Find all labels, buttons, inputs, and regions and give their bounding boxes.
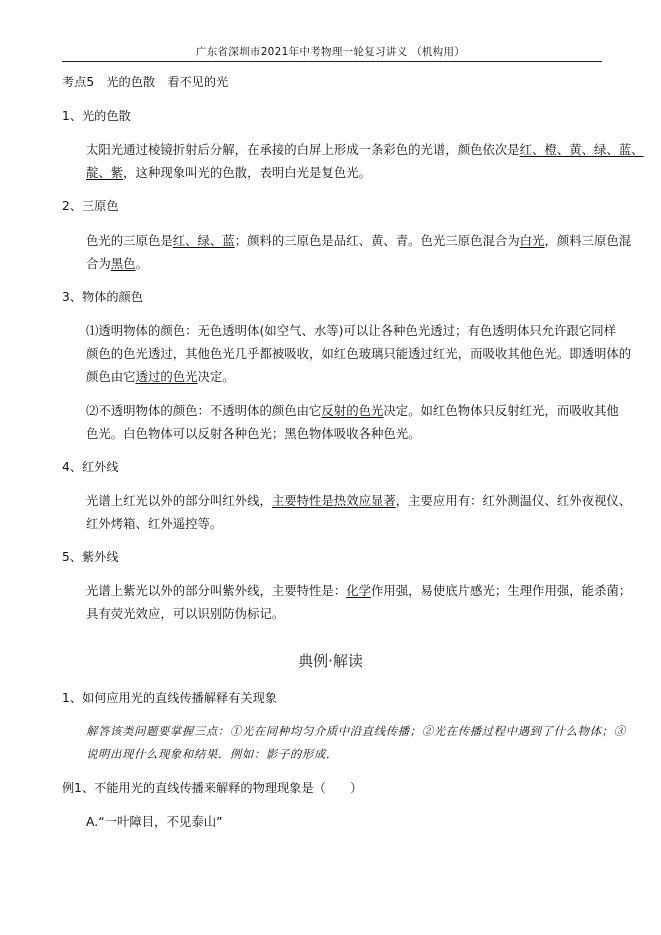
paragraph-line — [86, 233, 631, 249]
answer-underlined: 主要特性是热效应显著 — [271, 493, 396, 508]
topic-title: 考点5 光的色散 看不见的光 — [62, 75, 229, 89]
paragraph-line: 红外烤箱、红外遥控等。 — [86, 516, 223, 531]
text: 合为 — [86, 256, 111, 271]
section-heading-infrared: 4、红外线 — [62, 460, 119, 474]
paragraph-line: ⑴透明物体的颜色：无色透明体(如空气、水等)可以让各种色光透过；有色透明体只允许跟它同样 — [86, 323, 617, 338]
text: 。 — [135, 256, 148, 271]
section-heading-dispersion: 1、光的色散 — [62, 109, 131, 123]
text: 决定。如红色物体只反射红光，而吸收其他 — [383, 403, 619, 418]
example-section-title: 典例·解读 — [298, 652, 363, 670]
text: ⑵不透明物体的颜色：不透明体的颜色由它 — [86, 403, 322, 418]
question-heading: 1、如何应用光的直线传播解释有关现象 — [62, 691, 277, 705]
paragraph-line: 颜色的色光透过，其他色光几乎都被吸收，如红色玻璃只能透过红光，而吸收其他色光。即透明体的 — [86, 346, 632, 361]
paragraph-line — [86, 493, 631, 509]
text: ，颜料三原色混 — [544, 233, 632, 248]
section-heading-primary-colors: 2、三原色 — [62, 199, 119, 213]
paragraph-line: 色光。白色物体可以反射各种色光；黑色物体吸收各种色光。 — [86, 426, 421, 441]
header-rule — [62, 61, 602, 62]
text: 色光的三原色是 — [86, 233, 173, 248]
text: 决定。 — [197, 369, 235, 384]
answer-underlined: 靛、紫 — [86, 165, 124, 180]
paragraph-line — [86, 256, 148, 272]
text: ；颜料的三原色是品红、黄、青。色光三原色混合为 — [234, 233, 520, 248]
answer-underlined: 红、橙、黄、绿、蓝、 — [519, 142, 644, 157]
paragraph-line — [86, 403, 619, 419]
answer-underlined: 透过的色光 — [135, 369, 198, 384]
page-header: 广东省深圳市2021年中考物理一轮复习讲义 （机构用） — [195, 46, 466, 58]
paragraph-line — [86, 142, 644, 158]
text: ，主要应用有：红外测温仪、红外夜视仪、 — [395, 493, 632, 508]
text: 作用强，易使底片感光；生理作用强，能杀菌； — [370, 583, 632, 598]
paragraph-line — [86, 369, 235, 385]
example-question: 例1、不能用光的直线传播来解释的物理现象是（ ） — [62, 781, 363, 795]
answer-underlined: 红、绿、蓝 — [172, 233, 235, 248]
option-a: A.“一叶障目，不见泰山” — [86, 814, 223, 829]
answer-underlined: 化学 — [346, 583, 371, 598]
paragraph-line — [86, 583, 631, 599]
answer-underlined: 白光 — [519, 233, 545, 248]
paragraph-line — [86, 165, 371, 181]
section-heading-object-color: 3、物体的颜色 — [62, 290, 143, 304]
section-heading-ultraviolet: 5、紫外线 — [62, 550, 119, 564]
solution-note-line: 说明出现什么现象和结果．例如：影子的形成． — [86, 747, 338, 761]
answer-underlined: 黑色 — [110, 256, 136, 271]
answer-underlined: 反射的色光 — [321, 403, 384, 418]
solution-note-line: 解答该类问题要掌握三点：①光在同种均匀介质中沿直线传播；②光在传播过程中遇到了什么物体；③ — [86, 724, 626, 738]
text: 颜色由它 — [86, 369, 136, 384]
text: 光谱上红光以外的部分叫红外线， — [86, 493, 272, 508]
paragraph-line: 具有荧光效应，可以识别防伪标记。 — [86, 606, 285, 621]
text: 太阳光通过棱镜折射后分解，在承接的白屏上形成一条彩色的光谱，颜色依次是 — [86, 142, 520, 157]
text: ，这种现象叫光的色散，表明白光是复色光。 — [123, 165, 371, 180]
text: 光谱上紫光以外的部分叫紫外线，主要特性是： — [86, 583, 347, 598]
